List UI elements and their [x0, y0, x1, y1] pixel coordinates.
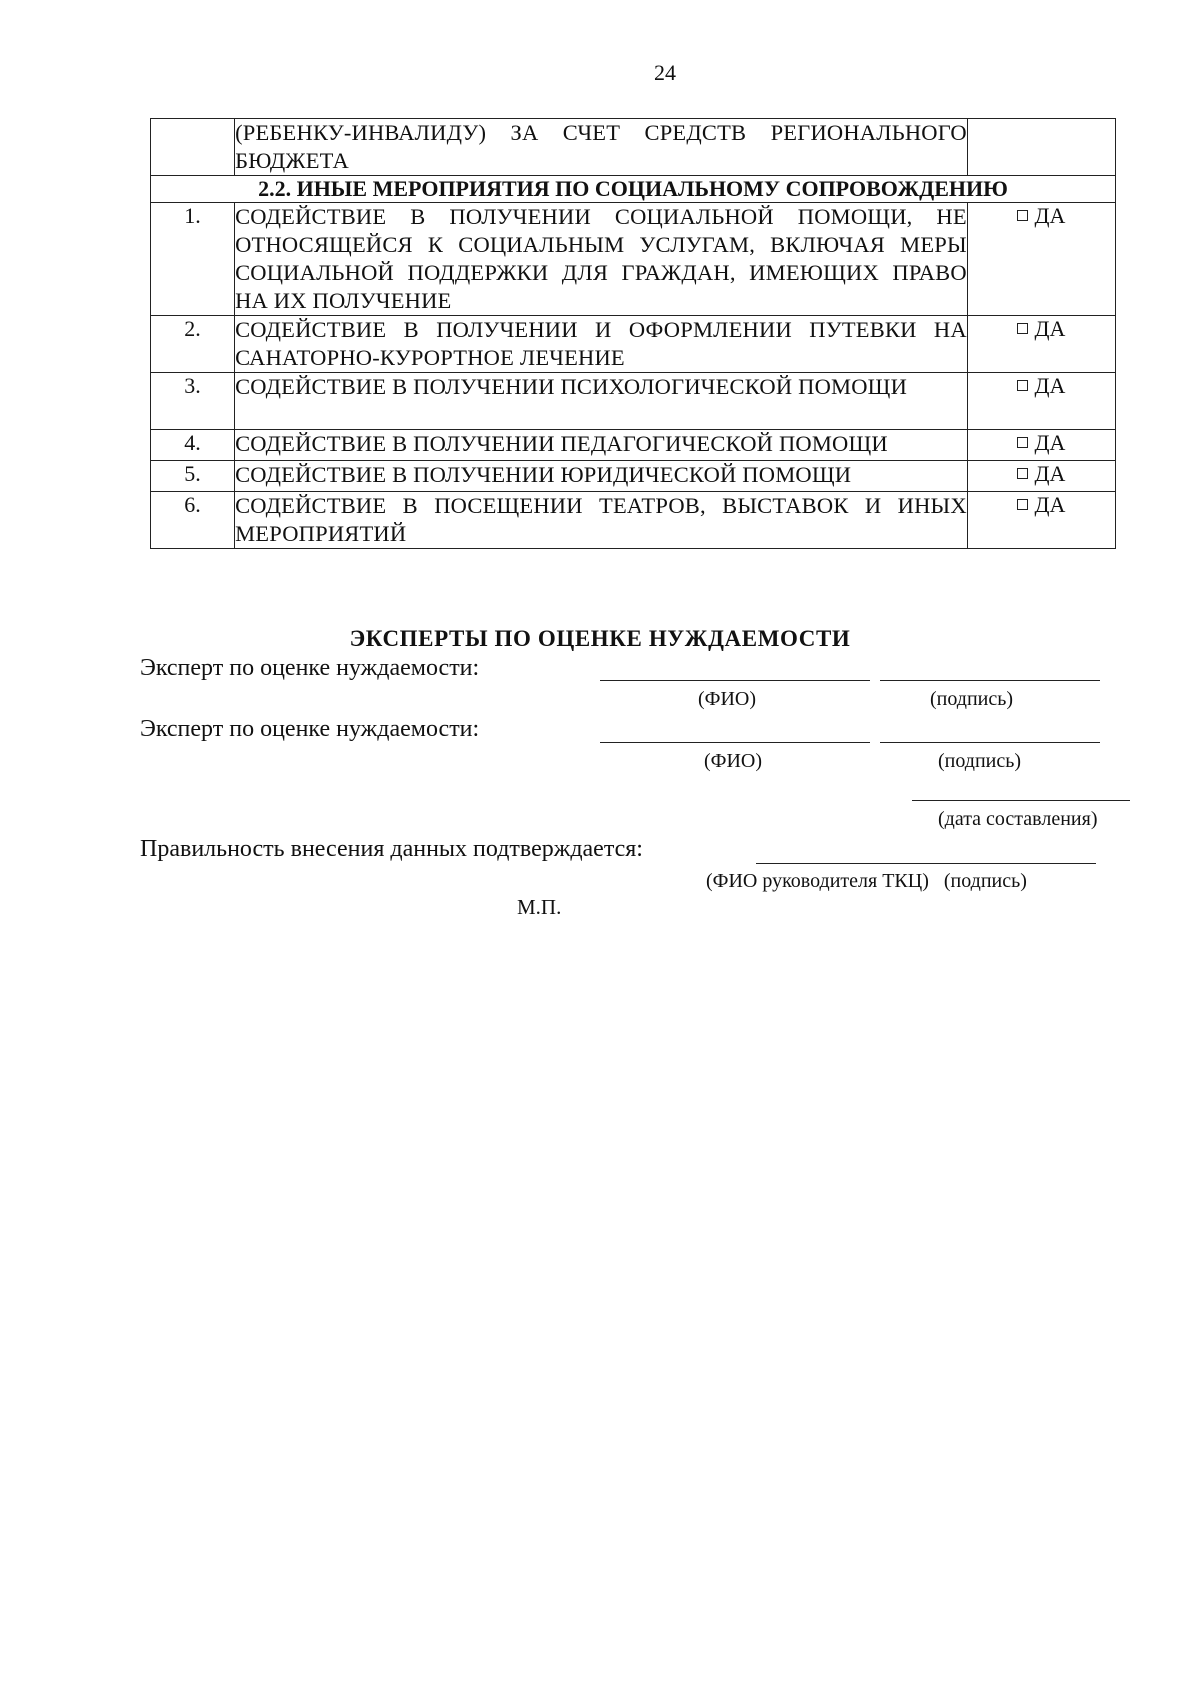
checkbox-icon[interactable] [1017, 499, 1028, 510]
date-line[interactable] [912, 800, 1130, 801]
table-row [151, 316, 1116, 373]
checkbox-icon[interactable] [1017, 210, 1028, 221]
row-number: 6. [151, 492, 235, 549]
row-text: СОДЕЙСТВИЕ В ПОЛУЧЕНИИ ПСИХОЛОГИЧЕСКОЙ ПОМОЩИ [235, 373, 968, 430]
expert-2-sign-line[interactable] [880, 742, 1100, 743]
row-number: 4. [151, 430, 235, 461]
row-check-cell [967, 119, 1115, 176]
expert-1-label: Эксперт по оценке нуждаемости: [140, 655, 480, 681]
row-check[interactable] [967, 492, 1115, 549]
expert-1-sign-line[interactable] [880, 680, 1100, 681]
expert-1-fio-line[interactable] [600, 680, 870, 681]
row-text: (РЕБЕНКУ-ИНВАЛИДУ) ЗА СЧЕТ СРЕДСТВ РЕГИОНАЛЬНОГО БЮДЖЕТА [235, 119, 968, 176]
row-number-cell [151, 119, 235, 176]
row-number: 2. [151, 316, 235, 373]
expert-1-fio-caption: (ФИО) [698, 688, 757, 710]
row-text: СОДЕЙСТВИЕ В ПОЛУЧЕНИИ СОЦИАЛЬНОЙ ПОМОЩИ, НЕ ОТНОСЯЩЕЙСЯ К СОЦИАЛЬНЫМ УСЛУГАМ, ВКЛЮЧАЯ МЕРЫ СОЦИАЛЬНОЙ ПОДДЕРЖКИ ДЛЯ ГРАЖДАН, ИМЕЮЩИХ ПРАВО НА ИХ ПОЛУЧЕНИЕ [235, 203, 968, 316]
row-text: СОДЕЙСТВИЕ В ПОЛУЧЕНИИ ЮРИДИЧЕСКОЙ ПОМОЩИ [235, 461, 968, 492]
expert-1-sign-caption: (подпись) [930, 688, 1014, 710]
row-check[interactable] [967, 316, 1115, 373]
checkbox-icon[interactable] [1017, 468, 1028, 479]
section-title: 2.2. ИНЫЕ МЕРОПРИЯТИЯ ПО СОЦИАЛЬНОМУ СОПРОВОЖДЕНИЮ [151, 176, 1116, 203]
confirm-line[interactable] [756, 863, 1096, 864]
table-row [151, 119, 1116, 176]
stamp-place: М.П. [517, 895, 562, 919]
row-text: СОДЕЙСТВИЕ В ПОСЕЩЕНИИ ТЕАТРОВ, ВЫСТАВОК И ИНЫХ МЕРОПРИЯТИЙ [235, 492, 968, 549]
table-row [151, 492, 1116, 549]
table-row [151, 373, 1116, 430]
check-label: ДА [1034, 373, 1066, 398]
date-caption: (дата составления) [938, 808, 1098, 830]
row-check[interactable] [967, 203, 1115, 316]
row-number: 1. [151, 203, 235, 316]
expert-2-label: Эксперт по оценке нуждаемости: [140, 716, 480, 742]
services-table [150, 118, 1116, 549]
expert-2-sign-caption: (подпись) [938, 750, 1022, 772]
row-text: СОДЕЙСТВИЕ В ПОЛУЧЕНИИ ПЕДАГОГИЧЕСКОЙ ПОМОЩИ [235, 430, 968, 461]
check-label: ДА [1034, 492, 1066, 517]
experts-heading: ЭКСПЕРТЫ ПО ОЦЕНКЕ НУЖДАЕМОСТИ [349, 626, 851, 651]
row-number: 5. [151, 461, 235, 492]
table-row [151, 461, 1116, 492]
table-row [151, 203, 1116, 316]
confirm-label: Правильность внесения данных подтверждается: [140, 836, 643, 862]
row-check[interactable] [967, 373, 1115, 430]
expert-2-fio-caption: (ФИО) [704, 750, 763, 772]
expert-2-fio-line[interactable] [600, 742, 870, 743]
row-check[interactable] [967, 430, 1115, 461]
check-label: ДА [1034, 316, 1066, 341]
row-text: СОДЕЙСТВИЕ В ПОЛУЧЕНИИ И ОФОРМЛЕНИИ ПУТЕВКИ НА САНАТОРНО-КУРОРТНОЕ ЛЕЧЕНИЕ [235, 316, 968, 373]
check-label: ДА [1034, 461, 1066, 486]
checkbox-icon[interactable] [1017, 380, 1028, 391]
row-check[interactable] [967, 461, 1115, 492]
section-row [151, 176, 1116, 203]
check-label: ДА [1034, 203, 1066, 228]
page-number: 24 [654, 60, 676, 85]
check-label: ДА [1034, 430, 1066, 455]
row-number: 3. [151, 373, 235, 430]
confirm-caption: (ФИО руководителя ТКЦ) (подпись) [706, 870, 1027, 892]
checkbox-icon[interactable] [1017, 323, 1028, 334]
table-row [151, 430, 1116, 461]
checkbox-icon[interactable] [1017, 437, 1028, 448]
